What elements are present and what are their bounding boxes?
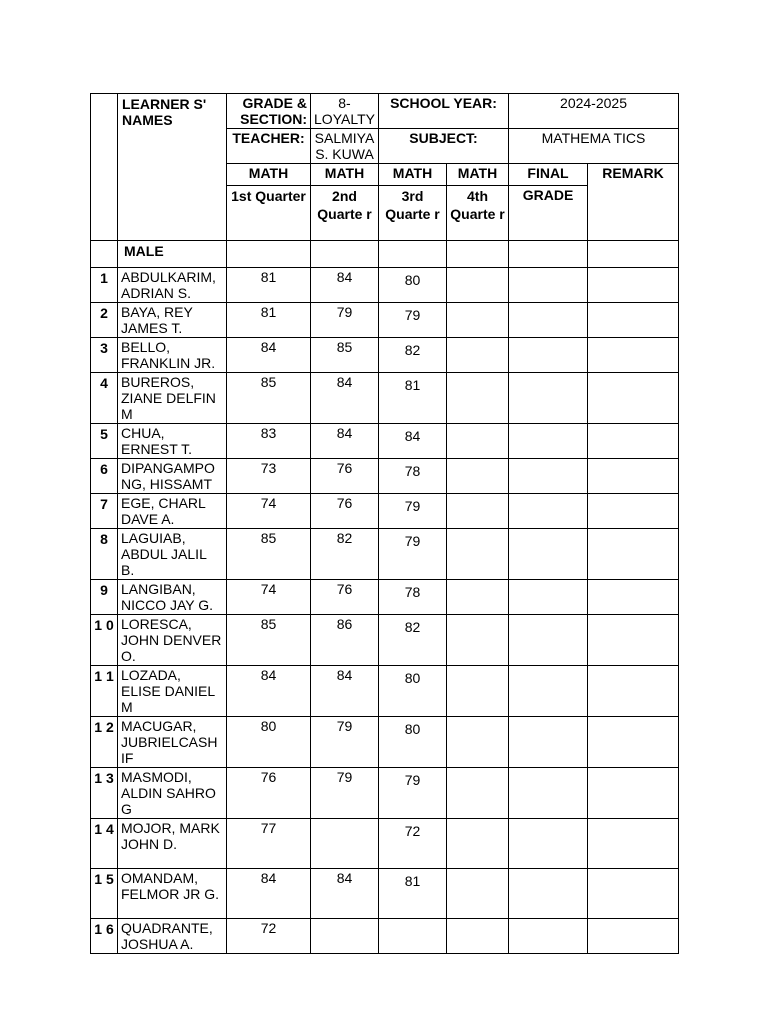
grade-q1: 76: [227, 768, 311, 819]
grade-q1: 72: [227, 919, 311, 954]
grade-q4: [447, 268, 509, 303]
table-row: [91, 459, 679, 494]
final-grade: [509, 615, 588, 666]
grade-q3: 82: [379, 615, 447, 666]
student-name: BAYA, REY JAMES T.: [118, 303, 227, 338]
grade-q3: 79: [379, 494, 447, 529]
subject-value: MATHEMA TICS: [509, 129, 679, 164]
quarter-2-header: 2nd Quarte r: [311, 186, 379, 241]
final-grade: [509, 424, 588, 459]
math-q1-header: MATH: [227, 164, 311, 186]
grade-section-value: 8-LOYALTY: [311, 94, 379, 129]
final-grade: [509, 529, 588, 580]
quarter-3-header: 3rd Quarte r: [379, 186, 447, 241]
table-row: [91, 580, 679, 615]
school-year-label: SCHOOL YEAR:: [379, 94, 509, 129]
grade-q2: 76: [311, 580, 379, 615]
grade-q3: 80: [379, 268, 447, 303]
student-number: 9: [91, 580, 118, 615]
grade-q4: [447, 869, 509, 919]
remark: [588, 869, 679, 919]
table-row: [91, 666, 679, 717]
final-grade: [509, 919, 588, 954]
student-name: MACUGAR, JUBRIELCASH IF: [118, 717, 227, 768]
final-grade: [509, 373, 588, 424]
student-number: 3: [91, 338, 118, 373]
student-number: 7: [91, 494, 118, 529]
empty-cell: [227, 241, 311, 268]
final-grade: [509, 494, 588, 529]
remark: [588, 424, 679, 459]
grade-q3: 72: [379, 819, 447, 869]
final-grade-header: GRADE: [509, 186, 588, 241]
remark: [588, 819, 679, 869]
grade-q3: 78: [379, 580, 447, 615]
learners-names-title: LEARNER S' NAMES: [118, 94, 227, 241]
empty-cell: [447, 241, 509, 268]
grade-q3: 79: [379, 768, 447, 819]
student-number: 1 0: [91, 615, 118, 666]
table-row: [91, 615, 679, 666]
table-row: [91, 268, 679, 303]
grade-q3: 78: [379, 459, 447, 494]
grade-q3: [379, 919, 447, 954]
grade-q4: [447, 338, 509, 373]
student-name: LANGIBAN, NICCO JAY G.: [118, 580, 227, 615]
grade-q1: 84: [227, 338, 311, 373]
remark: [588, 373, 679, 424]
final-grade: [509, 717, 588, 768]
quarter-1-header: 1st Quarter: [227, 186, 311, 241]
math-q4-header: MATH: [447, 164, 509, 186]
grade-q2: 76: [311, 459, 379, 494]
subject-label: SUBJECT:: [379, 129, 509, 164]
final-grade: [509, 819, 588, 869]
grade-q1: 85: [227, 529, 311, 580]
grade-q2: 84: [311, 268, 379, 303]
grade-q3: 84: [379, 424, 447, 459]
final-grade: [509, 268, 588, 303]
table-row: [91, 494, 679, 529]
grade-q2: 82: [311, 529, 379, 580]
table-row: [91, 338, 679, 373]
number-header-cell: [91, 94, 118, 241]
grade-q4: [447, 494, 509, 529]
grade-q2: 84: [311, 869, 379, 919]
grade-q1: 85: [227, 373, 311, 424]
grade-table: [90, 93, 679, 954]
teacher-label: TEACHER:: [227, 129, 311, 164]
remark: [588, 268, 679, 303]
student-name: BUREROS, ZIANE DELFIN M: [118, 373, 227, 424]
grade-q2: 86: [311, 615, 379, 666]
student-number: 4: [91, 373, 118, 424]
grade-q3: 79: [379, 303, 447, 338]
male-section-label: MALE: [118, 241, 227, 268]
grade-q2: [311, 919, 379, 954]
final-grade: [509, 303, 588, 338]
table-row: [91, 303, 679, 338]
grade-q4: [447, 768, 509, 819]
student-number: 1 2: [91, 717, 118, 768]
student-number: 1 6: [91, 919, 118, 954]
grade-q1: 74: [227, 494, 311, 529]
grade-q4: [447, 303, 509, 338]
grade-q1: 85: [227, 615, 311, 666]
remark: [588, 717, 679, 768]
grade-q2: 76: [311, 494, 379, 529]
grade-q3: 81: [379, 373, 447, 424]
grade-q1: 84: [227, 869, 311, 919]
grade-q4: [447, 580, 509, 615]
empty-cell: [509, 241, 588, 268]
grade-q1: 80: [227, 717, 311, 768]
remark: [588, 338, 679, 373]
table-row: [91, 424, 679, 459]
student-number: 1 4: [91, 819, 118, 869]
grade-q2: 85: [311, 338, 379, 373]
student-name: QUADRANTE, JOSHUA A.: [118, 919, 227, 954]
student-name: EGE, CHARL DAVE A.: [118, 494, 227, 529]
table-row: [91, 919, 679, 954]
table-row: [91, 529, 679, 580]
grade-q4: [447, 459, 509, 494]
student-name: CHUA, ERNEST T.: [118, 424, 227, 459]
final-grade: [509, 338, 588, 373]
student-number: 1 1: [91, 666, 118, 717]
table-row: [91, 768, 679, 819]
student-name: ABDULKARIM, ADRIAN S.: [118, 268, 227, 303]
remark: [588, 494, 679, 529]
student-number: 6: [91, 459, 118, 494]
table-row: [91, 717, 679, 768]
grade-q4: [447, 373, 509, 424]
student-name: BELLO, FRANKLIN JR.: [118, 338, 227, 373]
table-row: [91, 373, 679, 424]
remark: [588, 615, 679, 666]
empty-cell: [379, 241, 447, 268]
grade-q2: [311, 819, 379, 869]
remark: [588, 768, 679, 819]
grade-q3: 79: [379, 529, 447, 580]
final-grade: [509, 666, 588, 717]
table-row: [91, 819, 679, 869]
grade-q3: 81: [379, 869, 447, 919]
empty-cell: [311, 241, 379, 268]
student-number: 8: [91, 529, 118, 580]
grade-q2: 79: [311, 303, 379, 338]
remark: [588, 459, 679, 494]
student-name: LOZADA, ELISE DANIEL M: [118, 666, 227, 717]
student-name: MASMODI, ALDIN SAHRO G: [118, 768, 227, 819]
grade-q2: 84: [311, 424, 379, 459]
empty-cell: [588, 241, 679, 268]
student-number: 5: [91, 424, 118, 459]
student-number: 1 5: [91, 869, 118, 919]
grade-q2: 84: [311, 666, 379, 717]
grade-q1: 74: [227, 580, 311, 615]
grade-section-label: GRADE & SECTION:: [227, 94, 311, 129]
final-grade: [509, 869, 588, 919]
grade-q4: [447, 424, 509, 459]
grade-q1: 77: [227, 819, 311, 869]
grade-q4: [447, 819, 509, 869]
student-name: LAGUIAB, ABDUL JALIL B.: [118, 529, 227, 580]
remark: [588, 529, 679, 580]
grade-q4: [447, 717, 509, 768]
final-grade: [509, 580, 588, 615]
grade-q4: [447, 529, 509, 580]
grade-q1: 81: [227, 268, 311, 303]
final-grade: [509, 459, 588, 494]
grade-q2: 84: [311, 373, 379, 424]
header-row-1: [91, 94, 679, 129]
grade-q1: 83: [227, 424, 311, 459]
student-name: LORESCA, JOHN DENVER O.: [118, 615, 227, 666]
teacher-value: SALMIYA S. KUWA: [311, 129, 379, 164]
grade-q2: 79: [311, 717, 379, 768]
grade-q1: 73: [227, 459, 311, 494]
grade-q4: [447, 615, 509, 666]
remark: [588, 303, 679, 338]
student-name: DIPANGAMPO NG, HISSAMT: [118, 459, 227, 494]
math-q2-header: MATH: [311, 164, 379, 186]
student-number: 1 3: [91, 768, 118, 819]
student-name: OMANDAM, FELMOR JR G.: [118, 869, 227, 919]
student-name: MOJOR, MARK JOHN D.: [118, 819, 227, 869]
grade-q3: 80: [379, 717, 447, 768]
math-q3-header: MATH: [379, 164, 447, 186]
section-number-cell: [91, 241, 118, 268]
remark: [588, 580, 679, 615]
grade-q1: 84: [227, 666, 311, 717]
remark-header: REMARK: [588, 164, 679, 241]
remark: [588, 666, 679, 717]
student-number: 2: [91, 303, 118, 338]
remark: [588, 919, 679, 954]
table-row: [91, 869, 679, 919]
student-number: 1: [91, 268, 118, 303]
grade-q3: 80: [379, 666, 447, 717]
grade-q1: 81: [227, 303, 311, 338]
grade-q3: 82: [379, 338, 447, 373]
final-header: FINAL: [509, 164, 588, 186]
grade-q2: 79: [311, 768, 379, 819]
school-year-value: 2024-2025: [509, 94, 679, 129]
male-section-row: [91, 241, 679, 268]
quarter-4-header: 4th Quarte r: [447, 186, 509, 241]
grade-q4: [447, 919, 509, 954]
grade-q4: [447, 666, 509, 717]
final-grade: [509, 768, 588, 819]
